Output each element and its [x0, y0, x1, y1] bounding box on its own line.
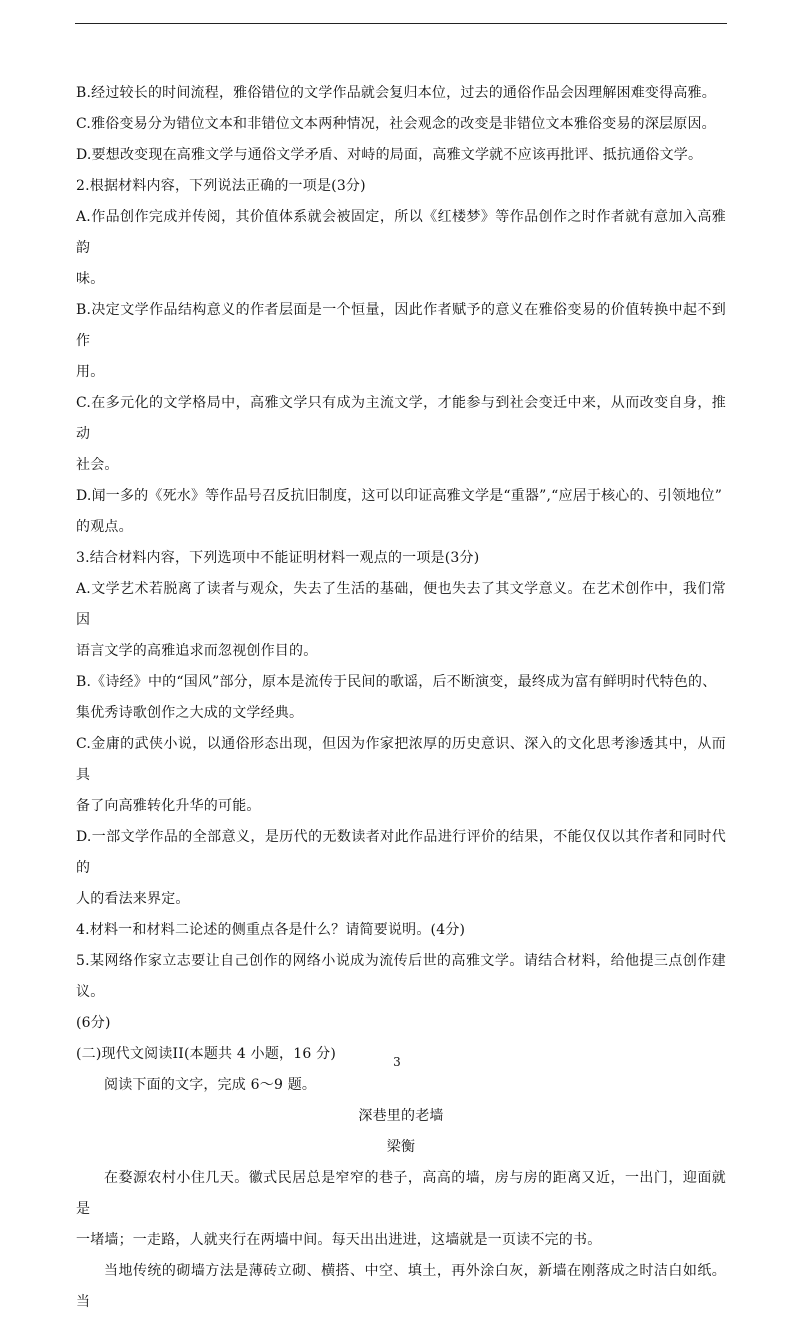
option-a-q3-line2: 语言文学的高雅追求而忽视创作目的。	[76, 643, 318, 659]
page-number: 3	[393, 1055, 401, 1069]
paragraph-2-line1: 当地传统的砌墙方法是薄砖立砌、横搭、中空、填土，再外涂白灰，新墙在刚落成之时洁白如纸。当	[76, 1263, 726, 1310]
article-title: 深巷里的老墙	[358, 1108, 444, 1124]
option-d-q3-line2: 人的看法来界定。	[76, 891, 190, 907]
option-b-q2-line2: 用。	[76, 364, 105, 380]
option-b-q2-line1: B.决定文学作品结构意义的作者层面是一个恒量，因此作者赋予的意义在雅俗变易的价值转换中起不到作	[76, 302, 726, 349]
option-b-q3-line1: B.《诗经》中的“国风”部分，原本是流传于民间的歌谣，后不断演变，最终成为富有鲜明时代特色的、	[76, 674, 717, 690]
paragraph-1-line1: 在婺源农村小住几天。徽式民居总是窄窄的巷子，高高的墙，房与房的距离又近，一出门，迎面就是	[76, 1170, 726, 1217]
option-c-q3-line2: 备了向高雅转化升华的可能。	[76, 798, 261, 814]
article-author: 梁衡	[386, 1139, 416, 1155]
option-d-q2-line2: 的观点。	[76, 519, 133, 535]
option-c-q2-line2: 社会。	[76, 457, 119, 473]
option-c-q1: C.雅俗变易分为错位文本和非错位文本两种情况，社会观念的改变是非错位文本雅俗变易的深层原因。	[76, 116, 716, 132]
option-a-q2-line2: 味。	[76, 271, 105, 287]
question-3: 3.结合材料内容，下列选项中不能证明材料一观点的一项是(3分)	[76, 550, 480, 566]
option-a-q3-line1: A.文学艺术若脱离了读者与观众，失去了生活的基础，便也失去了其文学意义。在艺术创作中，我们常因	[76, 581, 726, 628]
option-b-q1: B.经过较长的时间流程，雅俗错位的文学作品就会复归本位，过去的通俗作品会因理解困难变得高雅。	[76, 85, 716, 101]
header-rule	[75, 23, 727, 24]
reading-instruction: 阅读下面的文字，完成 6～9 题。	[104, 1077, 317, 1093]
section-heading: (二)现代文阅读II(本题共 4 小题，16 分)	[76, 1046, 336, 1062]
question-5-line1: 5.某网络作家立志要让自己创作的网络小说成为流传后世的高雅文学。请结合材料，给他提三点创作建议。	[76, 953, 726, 1000]
option-a-q2-line1: A.作品创作完成并传阅，其价值体系就会被固定，所以《红楼梦》等作品创作之时作者就有意加入高雅韵	[76, 209, 726, 256]
question-4: 4.材料一和材料二论述的侧重点各是什么？请简要说明。(4分)	[76, 922, 466, 938]
option-b-q3-line2: 集优秀诗歌创作之大成的文学经典。	[76, 705, 304, 721]
paragraph-1-line2: 一堵墙；一走路，人就夹行在两墙中间。每天出出进进，这墙就是一页读不完的书。	[76, 1232, 602, 1248]
option-d-q1: D.要想改变现在高雅文学与通俗文学矛盾、对峙的局面，高雅文学就不应该再批评、抵抗通俗文学。	[76, 147, 703, 163]
option-d-q2-line1: D.闻一多的《死水》等作品号召反抗旧制度，这可以印证高雅文学是“重器”,“应居于核心的、引领地位”	[76, 488, 723, 504]
option-c-q2-line1: C.在多元化的文学格局中，高雅文学只有成为主流文学，才能参与到社会变迁中来，从而改变自身，推动	[76, 395, 726, 442]
question-5-line2: (6分)	[76, 1015, 111, 1031]
option-d-q3-line1: D.一部文学作品的全部意义，是历代的无数读者对此作品进行评价的结果，不能仅仅以其作者和同时代的	[76, 829, 726, 876]
question-2: 2.根据材料内容，下列说法正确的一项是(3分)	[76, 178, 366, 194]
page-body	[76, 78, 726, 1318]
option-c-q3-line1: C.金庸的武侠小说，以通俗形态出现，但因为作家把浓厚的历史意识、深入的文化思考渗透其中，从而具	[76, 736, 726, 783]
